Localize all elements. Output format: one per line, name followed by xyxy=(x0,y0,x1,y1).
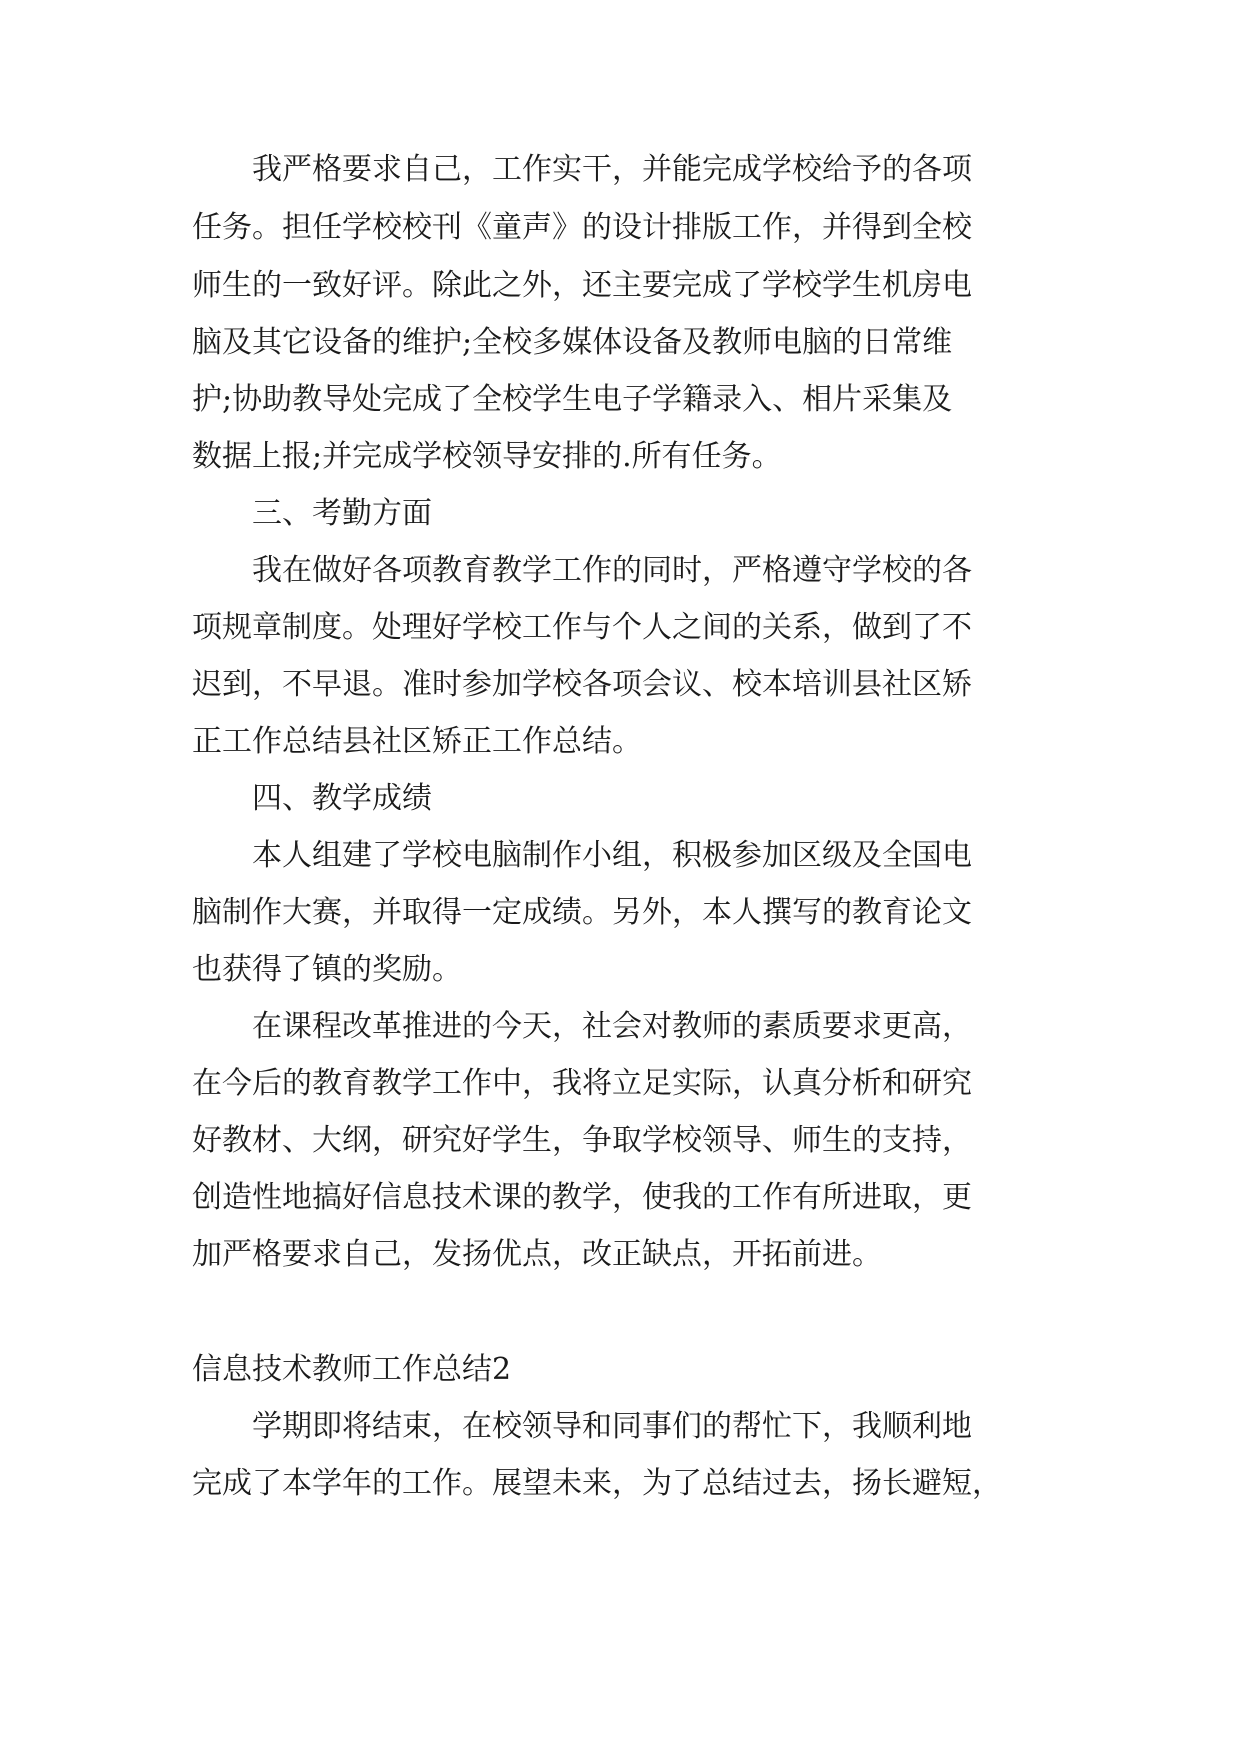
paragraph-line: 本人组建了学校电脑制作小组，积极参加区级及全国电 xyxy=(252,838,972,873)
paragraph-line: 数据上报;并完成学校领导安排的.所有任务。 xyxy=(192,439,782,474)
paragraph-line: 脑制作大赛，并取得一定成绩。另外，本人撰写的教育论文 xyxy=(192,895,972,930)
paragraph-line: 在课程改革推进的今天，社会对教师的素质要求更高， xyxy=(252,1009,972,1044)
paragraph-line: 也获得了镇的奖励。 xyxy=(192,952,462,987)
paragraph-line: 好教材、大纲，研究好学生，争取学校领导、师生的支持， xyxy=(192,1123,972,1158)
section-heading: 四、教学成绩 xyxy=(252,781,432,816)
paragraph-line: 正工作总结县社区矫正工作总结。 xyxy=(192,724,642,759)
paragraph-line: 脑及其它设备的维护;全校多媒体设备及教师电脑的日常维 xyxy=(192,325,953,360)
section-title: 信息技术教师工作总结2 xyxy=(192,1352,512,1387)
paragraph-line: 完成了本学年的工作。展望未来，为了总结过去，扬长避短， xyxy=(192,1466,1002,1501)
paragraph-line: 创造性地搞好信息技术课的教学，使我的工作有所进取，更 xyxy=(192,1180,972,1215)
paragraph-line: 加严格要求自己，发扬优点，改正缺点，开拓前进。 xyxy=(192,1237,882,1272)
paragraph-line: 学期即将结束，在校领导和同事们的帮忙下，我顺利地 xyxy=(252,1409,972,1444)
paragraph-line: 护;协助教导处完成了全校学生电子学籍录入、相片采集及 xyxy=(192,382,953,417)
paragraph-line: 项规章制度。处理好学校工作与个人之间的关系，做到了不 xyxy=(192,610,972,645)
paragraph-line: 在今后的教育教学工作中，我将立足实际，认真分析和研究 xyxy=(192,1066,972,1101)
section-heading: 三、考勤方面 xyxy=(252,496,432,531)
paragraph-line: 师生的一致好评。除此之外，还主要完成了学校学生机房电 xyxy=(192,268,972,303)
paragraph-line: 任务。担任学校校刊《童声》的设计排版工作，并得到全校 xyxy=(192,210,972,245)
paragraph-line: 我严格要求自己，工作实干，并能完成学校给予的各项 xyxy=(252,152,972,187)
paragraph-line: 我在做好各项教育教学工作的同时，严格遵守学校的各 xyxy=(252,553,972,588)
paragraph-line: 迟到，不早退。准时参加学校各项会议、校本培训县社区矫 xyxy=(192,667,972,702)
